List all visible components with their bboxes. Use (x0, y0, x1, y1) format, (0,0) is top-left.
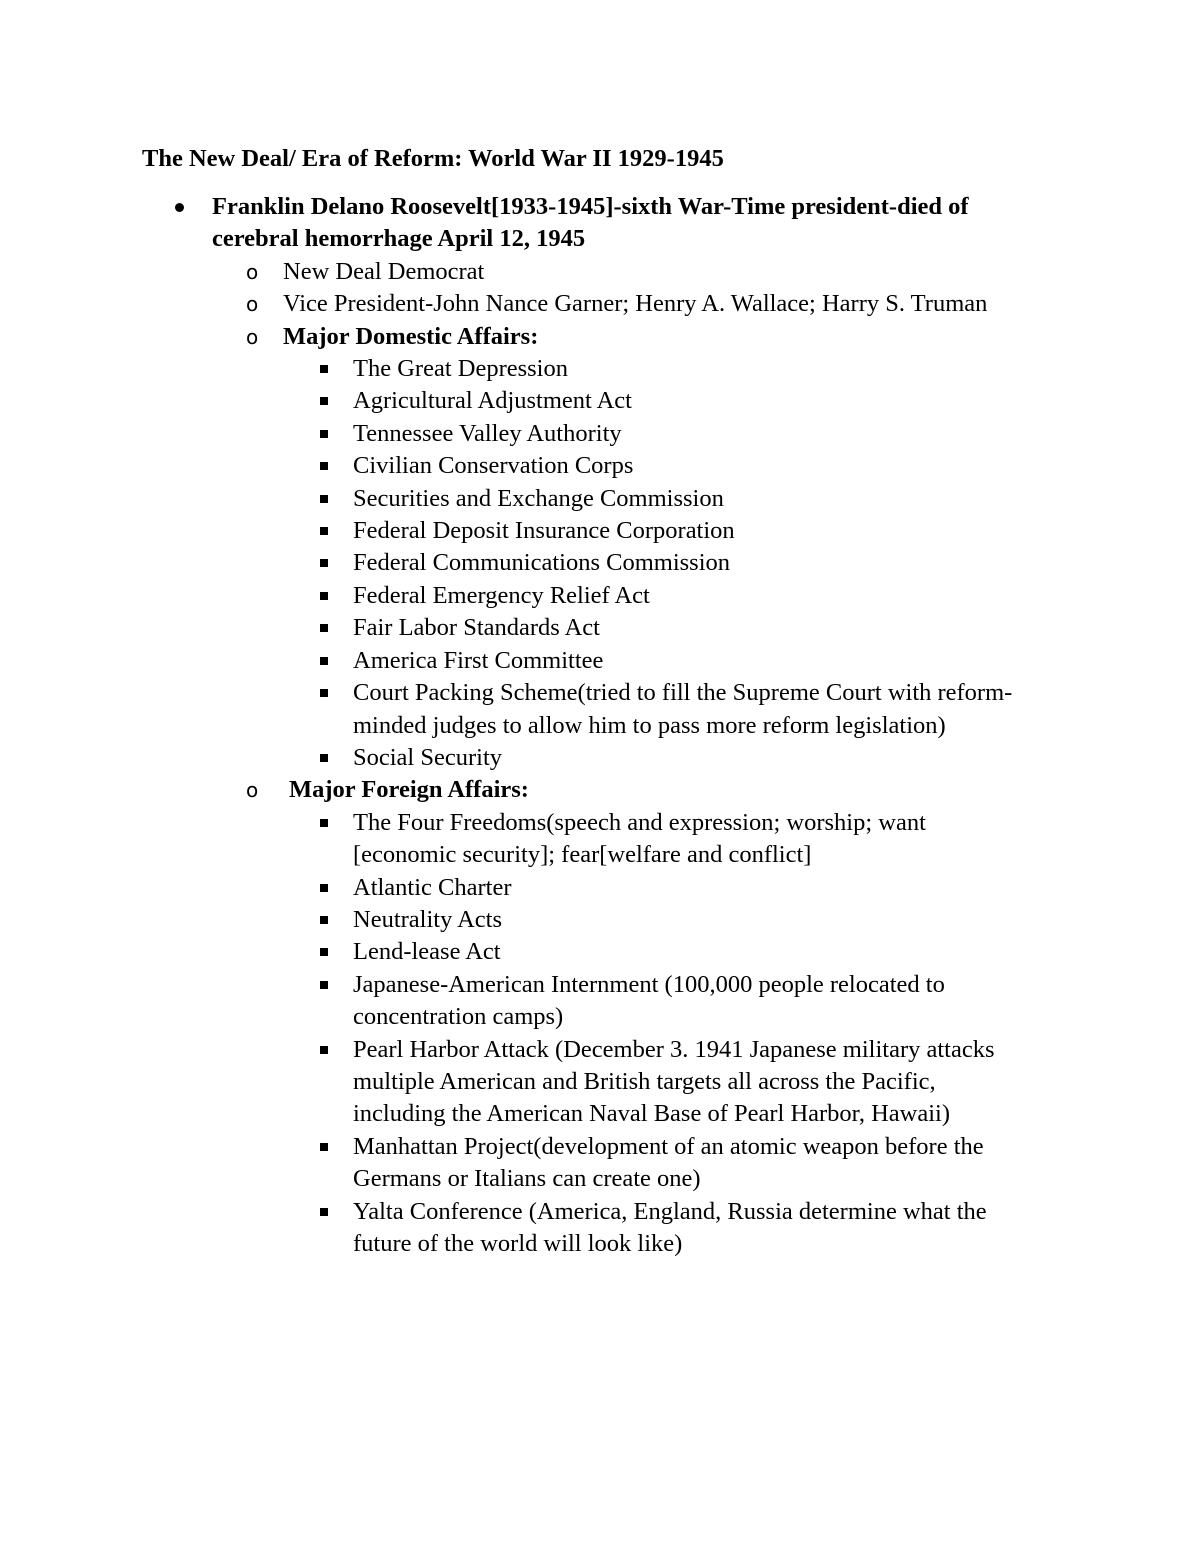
president-heading: Franklin Delano Roosevelt[1933-1945]-sixth War-Time president-died of cerebral hemorrhage April 12, 1945 (212, 193, 969, 253)
list-item (0, 1131, 1033, 1196)
square-bullet-icon (320, 916, 328, 924)
square-bullet-icon (320, 948, 328, 956)
square-bullet-icon (320, 1208, 328, 1216)
list-item (0, 483, 1033, 515)
list-item (0, 936, 1033, 968)
list-item-text: Court Packing Scheme(tried to fill the Supreme Court with reform-minded judges to allow him to pass more reform legislation) (353, 679, 1013, 739)
list-item-text: Fair Labor Standards Act (353, 614, 600, 642)
square-bullet-icon (320, 430, 328, 438)
circle-bullet-icon: o (246, 324, 259, 349)
square-bullet-icon (320, 754, 328, 762)
list-item-text: Manhattan Project(development of an atomic weapon before the Germans or Italians can create one) (353, 1132, 984, 1193)
square-bullet-icon (320, 397, 328, 405)
list-item (0, 418, 1033, 450)
square-bullet-icon (320, 1143, 328, 1151)
list-item-text: Pearl Harbor Attack (December 3. 1941 Japanese military attacks multiple American and British targets all across the Pacific, including the American Naval Base of Pearl Harbor, Hawaii) (353, 1035, 995, 1128)
list-item (0, 1034, 1033, 1131)
list-item (0, 969, 1033, 1034)
party-text: New Deal Democrat (283, 257, 485, 285)
list-item (0, 515, 1033, 547)
list-item (0, 645, 1033, 677)
circle-bullet-icon: o (246, 259, 259, 284)
list-item (0, 580, 1033, 612)
list-item-text: Neutrality Acts (353, 905, 503, 933)
foreign-list (0, 807, 1200, 1261)
list-item-text: Yalta Conference (America, England, Russia determine what the future of the world will look like) (353, 1197, 987, 1257)
list-item-text: Federal Emergency Relief Act (353, 581, 650, 609)
square-bullet-icon (320, 365, 328, 373)
foreign-heading-item (0, 774, 1033, 806)
list-item-text: Japanese-American Internment (100,000 people relocated to concentration camps) (353, 970, 945, 1031)
circle-bullet-icon: o (246, 778, 259, 803)
list-item-text: Atlantic Charter (353, 873, 512, 901)
list-item (0, 807, 1033, 872)
president-heading-item (0, 191, 1042, 256)
list-item-text: Social Security (353, 743, 503, 771)
list-item (0, 1196, 1033, 1261)
list-item-text: Securities and Exchange Commission (353, 484, 724, 512)
square-bullet-icon (320, 657, 328, 665)
domestic-heading-item (0, 321, 1033, 353)
party-item (0, 256, 1033, 288)
disc-bullet-icon (175, 203, 184, 212)
square-bullet-icon (320, 495, 328, 503)
circle-bullet-icon: o (246, 292, 259, 317)
square-bullet-icon (320, 462, 328, 470)
square-bullet-icon (320, 1046, 328, 1054)
list-item-text: Civilian Conservation Corps (353, 452, 634, 480)
list-item-text: Federal Communications Commission (353, 549, 731, 577)
list-item-text: Federal Deposit Insurance Corporation (353, 517, 735, 545)
square-bullet-icon (320, 884, 328, 892)
list-item (0, 385, 1033, 417)
list-item-text: The Four Freedoms(speech and expression; worship; want [economic security]; fear[welfare and conflict] (353, 808, 926, 869)
list-item-text: The Great Depression (353, 355, 568, 383)
list-item (0, 872, 1033, 904)
vice-presidents-item (0, 288, 1033, 320)
square-bullet-icon (320, 527, 328, 535)
list-item (0, 450, 1033, 482)
list-item (0, 904, 1033, 936)
president-outline (0, 191, 1200, 1260)
list-item-text: America First Committee (353, 646, 604, 674)
foreign-heading: Major Foreign Affairs: (289, 776, 529, 804)
vice-presidents-text: Vice President-John Nance Garner; Henry A. Wallace; Harry S. Truman (283, 290, 988, 318)
list-item (0, 353, 1033, 385)
list-item (0, 677, 1033, 742)
square-bullet-icon (320, 981, 328, 989)
square-bullet-icon (320, 592, 328, 600)
page-title: The New Deal/ Era of Reform: World War II 1929-1945 (142, 145, 724, 172)
domestic-heading: Major Domestic Affairs: (283, 322, 539, 350)
square-bullet-icon (320, 559, 328, 567)
list-item-text: Lend-lease Act (353, 938, 501, 966)
square-bullet-icon (320, 819, 328, 827)
list-item (0, 742, 1033, 774)
domestic-list (0, 353, 1200, 774)
square-bullet-icon (320, 624, 328, 632)
list-item (0, 547, 1033, 579)
list-item-text: Tennessee Valley Authority (353, 419, 622, 447)
square-bullet-icon (320, 689, 328, 697)
list-item (0, 612, 1033, 644)
list-item-text: Agricultural Adjustment Act (353, 387, 632, 415)
